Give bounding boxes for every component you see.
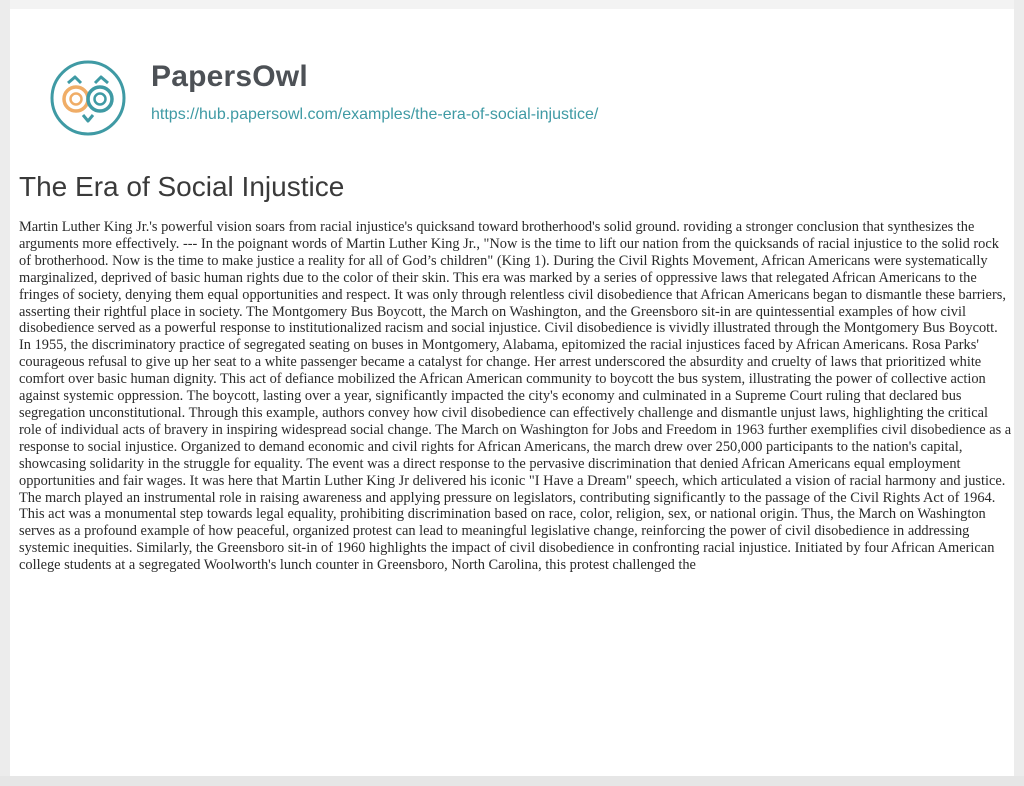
essay-body-text: Martin Luther King Jr.'s powerful vision soars from racial injustice's quicksand toward brotherhood's solid ground. roviding a stronger conclusion that synthesizes the arguments more effectively. --- In the poignant words of Martin Luther King Jr., "Now is the time to lift our nation from the quicksands of racial injustice to the solid rock of brotherhood. Now is the time to make justice a reality for all of God’s children" (King 1). During the Civil Rights Movement, African Americans were systematically marginalized, deprived of basic human rights due to the color of their skin. This era was marked by a series of oppressive laws that relegated African Americans to the fringes of society, denying them equal opportunities and respect. It was only through relentless civil disobedience that African Americans began to dismantle these barriers, asserting their rightful place in society. The Montgomery Bus Boycott, the March on Washington, and the Greensboro sit-in are quintessential examples of how civil disobedience served as a powerful response to institutionalized racism and social injustice. Civil disobedience is vividly illustrated through the Montgomery Bus Boycott. In 1955, the discriminatory practice of segregated seating on buses in Montgomery, Alabama, epitomized the racial injustices faced by African Americans. Rosa Parks' courageous refusal to give up her seat to a white passenger became a catalyst for change. Her arrest underscored the absurdity and cruelty of laws that prioritized white comfort over basic human dignity. This act of defiance mobilized the African American community to boycott the bus system, illustrating the power of collective action against systemic oppression. The boycott, lasting over a year, significantly impacted the city's economy and culminated in a Supreme Court ruling that declared bus segregation unconstitutional. Through this example, authors convey how civil disobedience can effectively challenge and dismantle unjust laws, highlighting the critical role of individual acts of bravery in inspiring widespread social change. The March on Washington for Jobs and Freedom in 1963 further exemplifies civil disobedience as a response to social injustice. Organized to demand economic and civil rights for African Americans, the march drew over 250,000 participants to the nation's capital, showcasing solidarity in the struggle for equality. The event was a direct response to the pervasive discrimination that denied African Americans equal employment opportunities and fair wages. It was here that Martin Luther King Jr delivered his iconic "I Have a Dream" speech, which articulated a vision of racial harmony and justice. The march played an instrumental role in raising awareness and applying pressure on legislators, contributing significantly to the passage of the Civil Rights Act of 1964. This act was a monumental step towards legal equality, prohibiting discrimination based on race, color, religion, sex, or national origin. Thus, the March on Washington serves as a profound example of how peaceful, organized protest can lead to meaningful legislative change, reinforcing the power of civil disobedience in addressing systemic inequities. Similarly, the Greensboro sit-in of 1960 highlights the impact of civil disobedience in confronting racial injustice. Initiated by four African American college students at a segregated Woolworth's lunch counter in Greensboro, North Carolina, this protest challenged the <box>19 219 1012 574</box>
brand-name[interactable]: PapersOwl <box>151 60 308 93</box>
page-frame-bottom <box>0 776 1024 786</box>
site-header <box>50 58 950 138</box>
page-frame-top <box>9 0 1015 9</box>
source-url-link[interactable]: https://hub.papersowl.com/examples/the-era-of-social-injustice/ <box>151 106 599 123</box>
owl-logo-icon <box>50 60 126 136</box>
page-frame-right <box>1014 0 1024 786</box>
page-frame-left <box>0 0 10 786</box>
essay-title: The Era of Social Injustice <box>19 171 345 202</box>
